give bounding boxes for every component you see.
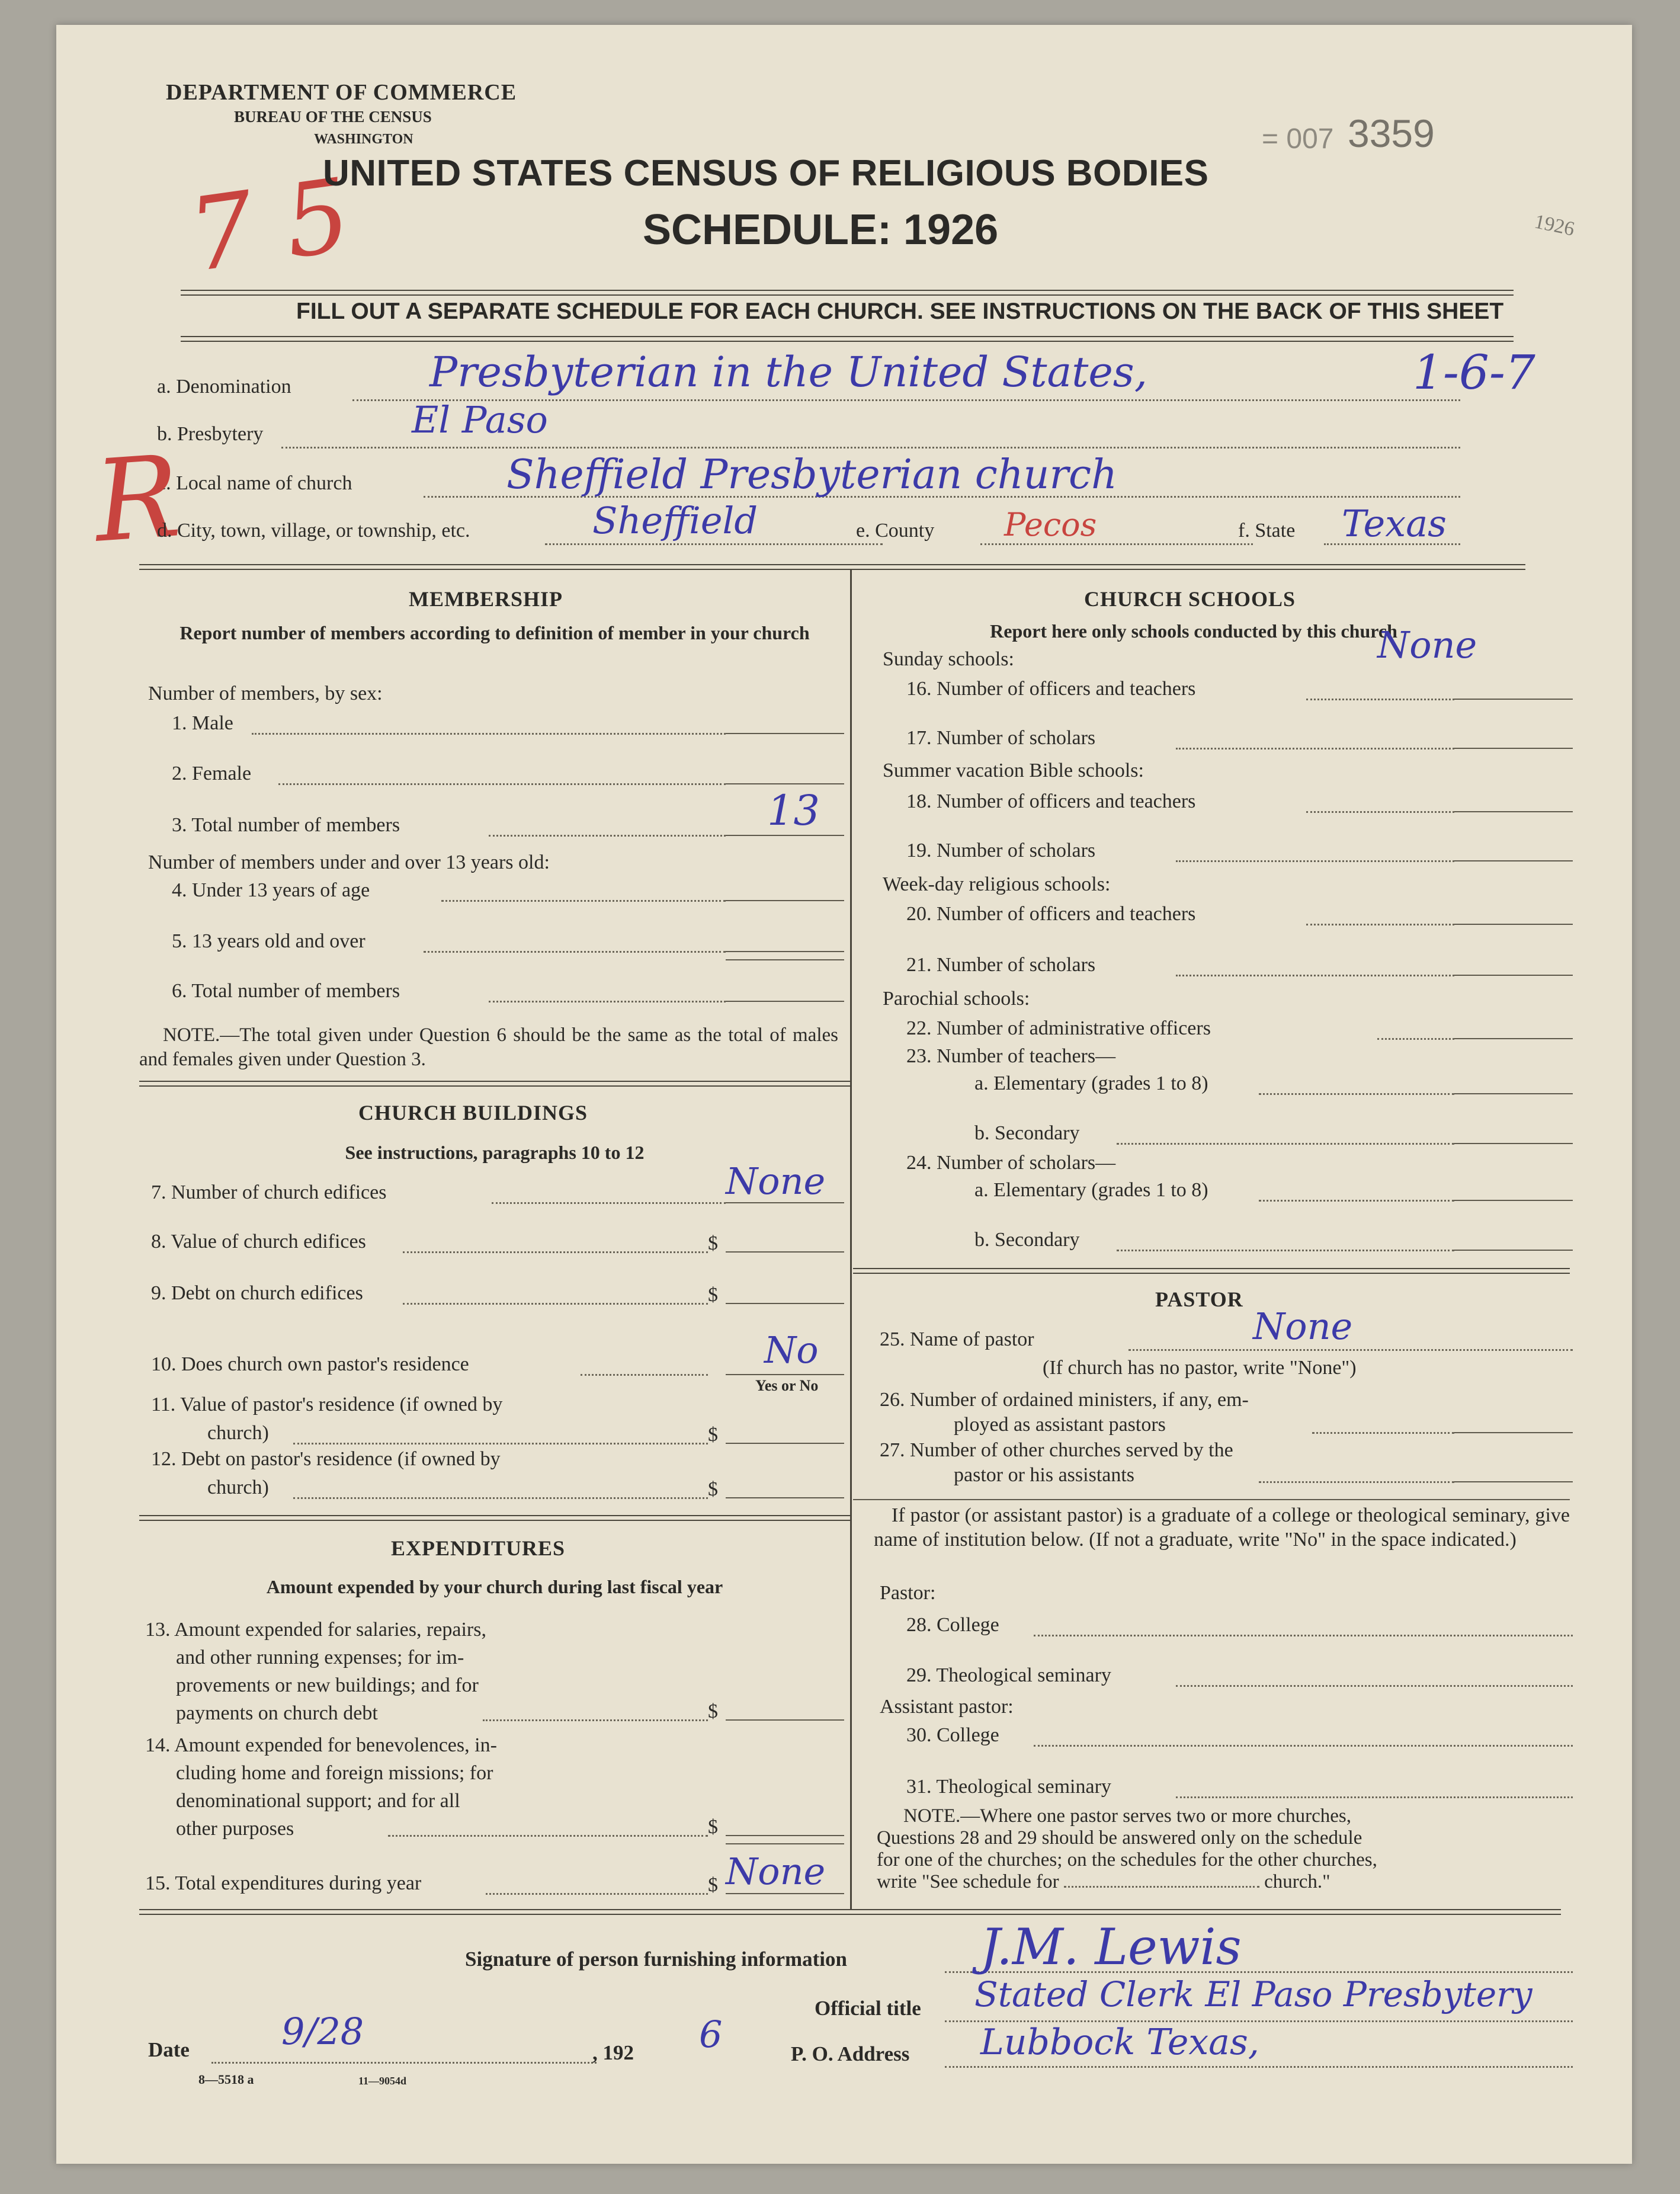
expenditures-rule <box>139 1515 850 1521</box>
q14-label <box>145 1731 738 1843</box>
q12-label-line2: church) <box>207 1476 269 1498</box>
q5-dots <box>424 951 726 953</box>
parochial-schools-label: Parochial schools: <box>883 988 1030 1010</box>
q11-label-line2: church) <box>207 1422 269 1444</box>
q13-dollar: $ <box>708 1700 718 1722</box>
q16-dots <box>1306 699 1454 700</box>
q16-answer-field[interactable] <box>1454 699 1573 700</box>
q3-dots <box>489 835 726 837</box>
q5-answer-field[interactable] <box>726 951 844 952</box>
q15-dollar: $ <box>708 1874 718 1896</box>
pastor-note-blank <box>1064 1886 1259 1888</box>
date-line <box>211 2062 597 2064</box>
pastor-heading: PASTOR <box>1155 1287 1243 1311</box>
city-label: d. City, town, village, or township, etc. <box>157 520 470 542</box>
address-line <box>945 2066 1573 2068</box>
q18-dots <box>1306 811 1454 813</box>
q9-dollar: $ <box>708 1284 718 1306</box>
q14-line-3: denominational support; and for all <box>176 1790 460 1812</box>
q1-answer-field[interactable] <box>726 733 844 734</box>
q13-label <box>145 1616 738 1727</box>
q8-dots <box>403 1251 708 1253</box>
census-schedule-sheet <box>56 25 1632 2164</box>
q18-label: 18. Number of officers and teachers <box>906 790 1196 812</box>
pastor-sublabel: Pastor: <box>880 1582 936 1604</box>
expenditures-intro: Amount expended by your church during last fiscal year <box>266 1576 723 1597</box>
buildings-heading: CHURCH BUILDINGS <box>358 1101 588 1125</box>
q30-label: 30. College <box>906 1724 999 1746</box>
q27-line-2: pastor or his assistants <box>954 1464 1135 1486</box>
pastor-note-line-3: for one of the churches; on the schedules for the other churches, <box>877 1849 1377 1870</box>
q21-dots <box>1176 975 1454 976</box>
bureau-heading: BUREAU OF THE CENSUS <box>234 108 432 126</box>
state-value[interactable]: Texas <box>1342 502 1447 545</box>
q11-dots <box>293 1443 708 1444</box>
q13-line-1: 13. Amount expended for salaries, repairs, <box>145 1619 486 1641</box>
sunday-schools-label: Sunday schools: <box>883 648 1014 670</box>
q20-dots <box>1306 924 1454 925</box>
q28-answer-field[interactable] <box>1034 1635 1573 1636</box>
q21-label: 21. Number of scholars <box>906 954 1096 976</box>
church-name-value[interactable]: Sheffield Presbyterian church <box>506 451 1117 498</box>
q23b-dots <box>1117 1143 1454 1145</box>
q9-dots <box>403 1303 708 1305</box>
q4-label: 4. Under 13 years of age <box>172 879 370 901</box>
q8-answer-field[interactable] <box>726 1251 844 1253</box>
q3-value[interactable]: 13 <box>767 786 820 835</box>
city-line <box>545 543 883 545</box>
q17-label: 17. Number of scholars <box>906 727 1096 749</box>
corner-red-mark: 7 5 <box>182 156 357 295</box>
q15-label: 15. Total expenditures during year <box>145 1872 422 1894</box>
q21-answer-field[interactable] <box>1454 975 1573 976</box>
q12-label-line1: 12. Debt on pastor's residence (if owned by <box>151 1448 501 1470</box>
q5-double-rule <box>726 959 844 960</box>
q31-label: 31. Theological seminary <box>906 1776 1111 1798</box>
q12-answer-field[interactable] <box>726 1497 844 1498</box>
q1-label: 1. Male <box>172 712 233 734</box>
q23b-answer-field[interactable] <box>1454 1143 1573 1144</box>
q8-label: 8. Value of church edifices <box>151 1231 366 1253</box>
expenditures-heading: EXPENDITURES <box>391 1536 566 1560</box>
membership-intro: Report number of members according to definition of member in your church <box>179 622 810 643</box>
members-by-age-label: Number of members under and over 13 years old: <box>148 851 550 873</box>
q13-line-3: provements or new buildings; and for <box>176 1674 479 1696</box>
q17-answer-field[interactable] <box>1454 748 1573 749</box>
q6-answer-field[interactable] <box>726 1001 844 1002</box>
q11-dollar: $ <box>708 1424 718 1446</box>
q3-label: 3. Total number of members <box>172 814 400 836</box>
pastor-note <box>877 1805 1377 1893</box>
q14-line-2: cluding home and foreign missions; for <box>176 1762 493 1784</box>
q9-label: 9. Debt on church edifices <box>151 1282 363 1304</box>
q25-value[interactable]: None <box>1253 1305 1353 1348</box>
form-title: UNITED STATES CENSUS OF RELIGIOUS BODIES <box>323 153 1209 194</box>
q16-label: 16. Number of officers and teachers <box>906 678 1196 700</box>
q25-label: 25. Name of pastor <box>880 1328 1034 1350</box>
pastor-note-line-2: Questions 28 and 29 should be answered only on the schedule <box>877 1827 1362 1849</box>
grad-rule <box>853 1499 1570 1500</box>
assistant-pastor-label: Assistant pastor: <box>880 1696 1014 1718</box>
q19-label: 19. Number of scholars <box>906 840 1096 861</box>
q12-dots <box>293 1497 708 1499</box>
city-heading: WASHINGTON <box>314 132 413 147</box>
q23a-label: a. Elementary (grades 1 to 8) <box>974 1072 1208 1094</box>
pastor-note-church: church." <box>1264 1871 1330 1892</box>
q22-label: 22. Number of administrative officers <box>906 1017 1211 1039</box>
q26-line-2: ployed as assistant pastors <box>954 1414 1166 1436</box>
header-rule-top <box>181 290 1514 296</box>
q30-answer-field[interactable] <box>1034 1745 1573 1747</box>
q9-answer-field[interactable] <box>726 1303 844 1304</box>
date-label: Date <box>148 2038 190 2061</box>
q13-answer-field[interactable] <box>726 1719 844 1721</box>
year-suffix[interactable]: 6 <box>699 2013 723 2056</box>
q8-dollar: $ <box>708 1232 718 1254</box>
footer-rule <box>139 1909 1561 1915</box>
q14-double-rule <box>726 1843 844 1844</box>
q29-answer-field[interactable] <box>1176 1685 1573 1687</box>
q15-answer-field[interactable] <box>726 1893 844 1894</box>
county-value[interactable]: Pecos <box>1004 506 1097 543</box>
pastor-note-line-4 <box>877 1871 1377 1893</box>
buildings-intro: See instructions, paragraphs 10 to 12 <box>345 1142 645 1163</box>
q10-hint: Yes or No <box>755 1377 819 1394</box>
q10-value[interactable]: No <box>764 1328 819 1372</box>
q24a-dots <box>1259 1200 1454 1202</box>
pastor-note-see-schedule: write "See schedule for <box>877 1871 1059 1892</box>
presbytery-line <box>281 447 1460 449</box>
year-prefix: , 192 <box>592 2041 634 2064</box>
q22-dots <box>1377 1038 1454 1040</box>
q25-dots <box>1128 1349 1573 1351</box>
members-by-sex-label: Number of members, by sex: <box>148 683 383 704</box>
signature-label: Signature of person furnishing information <box>465 1948 847 1971</box>
q31-answer-field[interactable] <box>1176 1796 1573 1798</box>
identity-rule <box>139 564 1525 570</box>
q7-label: 7. Number of church edifices <box>151 1181 387 1203</box>
city-value[interactable]: Sheffield <box>592 499 758 542</box>
form-subtitle: SCHEDULE: 1926 <box>643 206 999 254</box>
print-number: 11—9054d <box>358 2075 407 2087</box>
q19-answer-field[interactable] <box>1454 860 1573 861</box>
sunday-schools-value[interactable]: None <box>1377 623 1477 667</box>
q13-dots <box>483 1719 708 1721</box>
address-value[interactable]: Lubbock Texas, <box>980 2022 1259 2063</box>
q26-line-1: 26. Number of ordained ministers, if any, em- <box>880 1389 1249 1411</box>
q24a-answer-field[interactable] <box>1454 1200 1573 1201</box>
q26-label <box>880 1388 1249 1437</box>
church-name-label: c. Local name of church <box>157 472 352 494</box>
weekday-schools-label: Week-day religious schools: <box>883 873 1111 895</box>
q24a-label: a. Elementary (grades 1 to 8) <box>974 1179 1208 1201</box>
schools-intro: Report here only schools conducted by this church <box>990 620 1397 642</box>
q10-answer-field[interactable] <box>726 1374 844 1375</box>
q27-answer-field[interactable] <box>1454 1481 1573 1482</box>
column-divider <box>850 570 852 1909</box>
q24b-label: b. Secondary <box>974 1229 1080 1251</box>
q26-dots <box>1312 1432 1454 1434</box>
q27-label <box>880 1438 1233 1488</box>
address-label: P. O. Address <box>791 2042 910 2065</box>
q19-dots <box>1176 860 1454 862</box>
q14-line-1: 14. Amount expended for benevolences, in- <box>145 1734 497 1756</box>
q4-dots <box>441 900 726 902</box>
q23a-dots <box>1259 1093 1454 1095</box>
q14-dollar: $ <box>708 1816 718 1838</box>
official-title-value[interactable]: Stated Clerk El Paso Presbytery <box>974 1974 1532 2014</box>
pastor-note-line-1: NOTE.—Where one pastor serves two or more churches, <box>903 1805 1351 1827</box>
q23a-answer-field[interactable] <box>1454 1093 1573 1094</box>
fill-out-instruction: FILL OUT A SEPARATE SCHEDULE FOR EACH CHURCH. SEE INSTRUCTIONS ON THE BACK OF THIS SHEET <box>296 299 1504 324</box>
state-label: f. State <box>1238 520 1296 542</box>
q14-line-4: other purposes <box>176 1818 294 1840</box>
q20-label: 20. Number of officers and teachers <box>906 903 1196 925</box>
q3-answer-field[interactable] <box>726 835 844 836</box>
q5-label: 5. 13 years old and over <box>172 930 366 952</box>
denomination-label: a. Denomination <box>157 376 291 398</box>
buildings-rule <box>139 1081 850 1087</box>
stamp-year: 1926 <box>1532 210 1577 241</box>
q13-line-4: payments on church debt <box>176 1702 378 1724</box>
q24b-dots <box>1117 1250 1454 1251</box>
stamp-prefix: = 007 <box>1262 123 1334 155</box>
q29-label: 29. Theological seminary <box>906 1664 1111 1686</box>
q24-label: 24. Number of scholars— <box>906 1152 1116 1174</box>
graduate-note: If pastor (or assistant pastor) is a graduate of a college or theological seminary, give name of institution below. (If not a graduate, write "No" in the space indicated.) <box>874 1504 1570 1551</box>
q23-label: 23. Number of teachers— <box>906 1045 1116 1067</box>
q7-dots <box>492 1202 726 1204</box>
denomination-code: 1-6-7 <box>1413 345 1535 400</box>
county-label: e. County <box>856 520 935 542</box>
q23b-label: b. Secondary <box>974 1122 1080 1144</box>
q28-label: 28. College <box>906 1614 999 1636</box>
q15-value[interactable]: None <box>726 1850 826 1893</box>
date-value[interactable]: 9/28 <box>281 2010 364 2053</box>
signature-value[interactable]: J.M. Lewis <box>980 1918 1242 1976</box>
summer-schools-label: Summer vacation Bible schools: <box>883 760 1144 781</box>
pastor-rule <box>853 1268 1570 1274</box>
q10-dots <box>581 1374 708 1376</box>
presbytery-label: b. Presbytery <box>157 423 264 445</box>
q6-label: 6. Total number of members <box>172 980 400 1002</box>
stamp-number: 3359 <box>1348 111 1435 155</box>
q7-value[interactable]: None <box>726 1160 826 1203</box>
presbytery-value[interactable]: El Paso <box>412 398 548 441</box>
q2-answer-field[interactable] <box>726 783 844 784</box>
q22-answer-field[interactable] <box>1454 1038 1573 1039</box>
q2-dots <box>278 783 726 785</box>
q24b-answer-field[interactable] <box>1454 1250 1573 1251</box>
schools-heading: CHURCH SCHOOLS <box>1084 587 1296 611</box>
q27-line-1: 27. Number of other churches served by the <box>880 1439 1233 1461</box>
membership-note: NOTE.—The total given under Question 6 should be the same as the total of males and females given under Question 3. <box>139 1024 838 1070</box>
q12-dollar: $ <box>708 1478 718 1500</box>
header-rule-bottom <box>181 336 1514 342</box>
q2-label: 2. Female <box>172 763 252 784</box>
q27-dots <box>1259 1481 1454 1483</box>
q14-dots <box>388 1835 708 1837</box>
q25-hint: (If church has no pastor, write "None") <box>1043 1357 1357 1379</box>
q11-answer-field[interactable] <box>726 1443 844 1444</box>
membership-heading: MEMBERSHIP <box>409 587 563 611</box>
q6-dots <box>489 1001 726 1002</box>
q20-answer-field[interactable] <box>1454 924 1573 925</box>
q1-dots <box>252 733 726 735</box>
official-title-label: Official title <box>815 1997 921 2020</box>
q17-dots <box>1176 748 1454 750</box>
red-initial-mark: R <box>90 431 184 568</box>
q14-answer-field[interactable] <box>726 1835 844 1836</box>
q15-dots <box>486 1893 708 1895</box>
form-number: 8—5518 a <box>198 2072 254 2087</box>
q10-label: 10. Does church own pastor's residence <box>151 1353 469 1375</box>
q18-answer-field[interactable] <box>1454 811 1573 812</box>
department-heading: DEPARTMENT OF COMMERCE <box>166 80 517 105</box>
q13-line-2: and other running expenses; for im- <box>176 1647 464 1668</box>
denomination-value[interactable]: Presbyterian in the United States, <box>429 348 1147 396</box>
q4-answer-field[interactable] <box>726 900 844 901</box>
county-line <box>980 543 1253 545</box>
q26-answer-field[interactable] <box>1454 1432 1573 1433</box>
q11-label-line1: 11. Value of pastor's residence (if owned by <box>151 1394 503 1415</box>
